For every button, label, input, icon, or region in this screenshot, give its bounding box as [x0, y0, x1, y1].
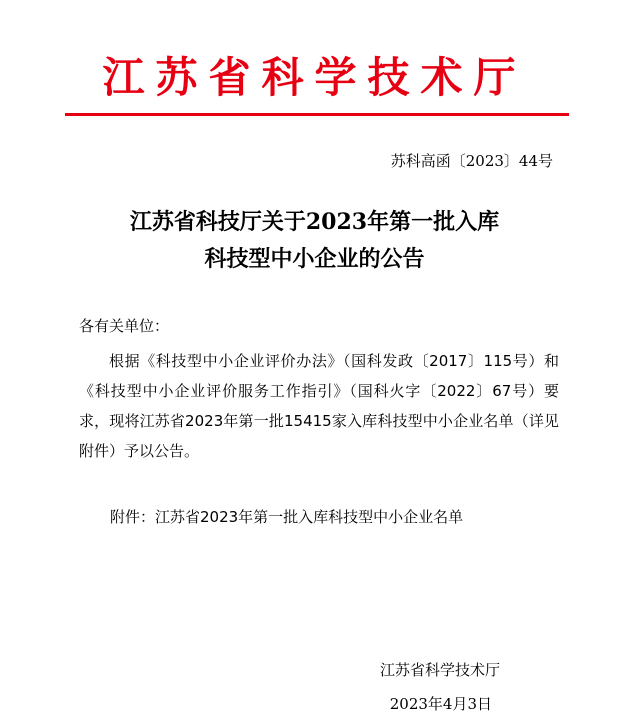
document-title-line-2: 科技型中小企业的公告 [204, 246, 425, 272]
salutation: 各有关单位： [79, 317, 170, 335]
document-title-line-1: 江苏省科技厅关于2023年第一批入库 [129, 209, 500, 235]
masthead-red-rule [65, 113, 569, 116]
signing-agency: 江苏省科学技术厅 [379, 661, 500, 679]
document-number: 苏科高函〔2023〕44号 [390, 152, 553, 170]
body-paragraph: 根据《科技型中小企业评价办法》（国科发政〔2017〕115号）和《科技型中小企业评价服务工作指引》（国科火字〔2022〕67号）要求，现将江苏省2023年第一批15415家入库科技型中小企业名单（详见附件）予以公告。 [79, 352, 559, 460]
masthead-agency-name: 江苏省科学技术厅 [102, 53, 527, 102]
attachment-line: 附件：江苏省2023年第一批入库科技型中小企业名单 [110, 508, 464, 526]
issue-date: 2023年4月3日 [389, 695, 492, 713]
